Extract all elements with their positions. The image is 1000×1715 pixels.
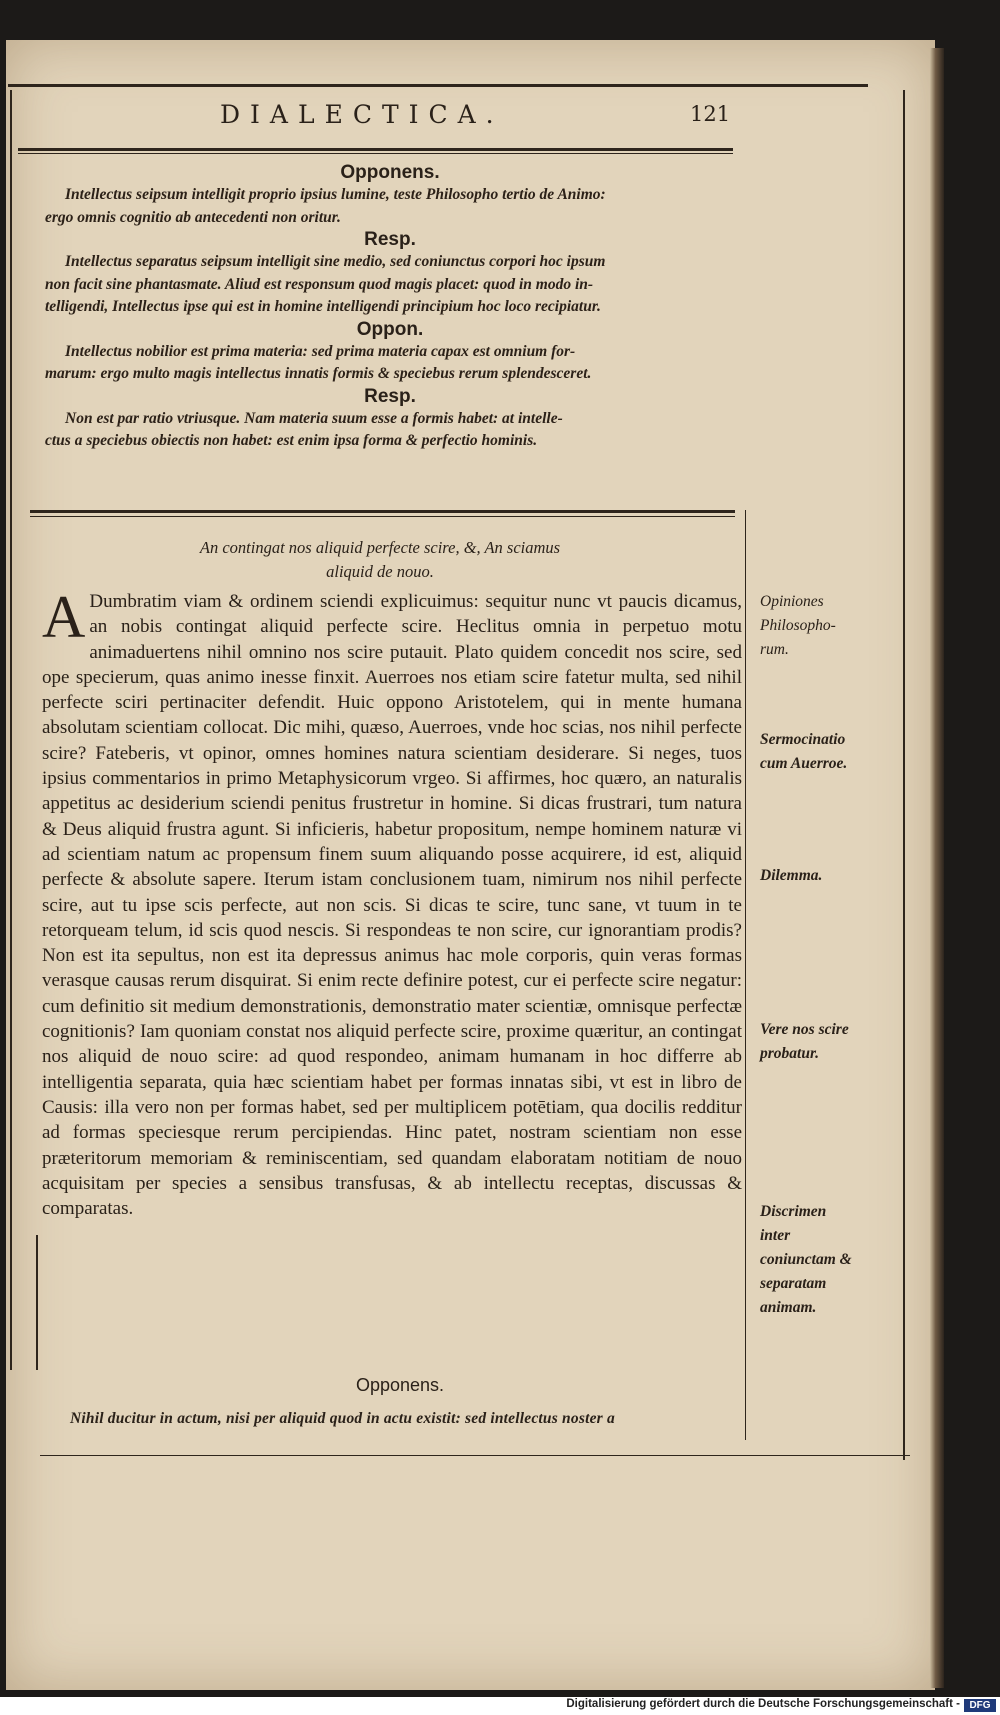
page-number: 121 [690,102,731,126]
section-heading: Resp. [364,385,416,407]
page-edge [930,48,944,1688]
text-line: ergo omnis cognitio ab antecedenti non oritur. [45,208,341,226]
text-line: Nihil ducitur in actum, nisi per aliquid quod in actu existit: sed intellectus noster a [70,1410,615,1427]
text-line: telligendi, Intellectus ipse qui est in homine intelligendi principium hoc loco recipiatur. [45,298,601,315]
top-block [45,162,735,453]
section-title [120,536,640,584]
header-rule [18,148,733,151]
digitization-credit: Digitalisierung gefördert durch die Deutsche Forschungsgemeinschaft - [566,1698,960,1710]
left-margin-rule [10,90,12,1370]
text-line: ctus a speciebus obiectis non habet: est enim ipsa forma & perfectio hominis. [45,432,538,449]
section-title-line: aliquid de nouo. [326,562,434,581]
text-line: non facit sine phantasmate. Aliud est responsum quod magis placet: quod in modo in- [45,275,594,293]
top-rule [8,84,868,87]
text-line: marum: ergo multo magis intellectus innatis formis & speciebus rerum splendesceret. [45,365,592,382]
dfg-logo-icon: DFG [964,1699,996,1712]
text-line: Intellectus nobilior est prima materia: sed prima materia capax est omnium for- [65,342,576,360]
text-line: Intellectus seipsum intelligit proprio ipsius lumine, teste Philosopho tertio de Animo: [65,186,606,203]
bottom-rule [40,1455,910,1456]
text-line: Non est par ratio vtriusque. Nam materia suum esse a formis habet: at intelle- [65,409,563,427]
marginal-note: Discrimen inter coniunctam & separatam animam. [760,1203,852,1316]
section-heading: Opponens. [340,162,440,183]
right-column-rule [745,510,746,1440]
section-divider-thin [30,516,735,517]
marginal-note: Dilemma. [760,867,823,884]
header-rule-thin [18,153,733,154]
running-head: DIALECTICA. [220,100,504,129]
text-line: Intellectus separatus seipsum intelligit sine medio, sed coniunctus corpori hoc ipsum [65,253,606,270]
marginal-note: Vere nos scire probatur. [760,1021,849,1062]
section-divider [30,510,735,513]
marginal-note: Opiniones Philosopho-rum. [760,593,836,658]
main-text: Dumbratim viam & ordinem sciendi explicuimus: sequitur nunc vt paucis dicamus, an nobis contingat aliquid perfecte scire. Heclitus omnia in perpetuo motu animaduertens nihil omnino nos scire putauit. Plato quidem concedit nos scire, sed ope specierum, quas animo inesse finxit. Auerroes nos etiam scire fatetur multa, sed nihil perfecte sciri pertinaciter defendit. Huic oppono Aristotelem, qui in mente humana absolutam scientiam collocat. Dic mihi, quæso, Auerroes, vnde hoc scias, nos nihil perfecte scire? Fateberis, vt opinor, omnes homines natura scientiam desiderare. Si neges, tuos ipsius commentarios in primo Metaphysicorum vrgeo. Si affirmes, hoc quæro, an naturalis appetitus ac desiderium sciendi penitus frustretur in homine. Si dicas frustrari, tum natura & Deus aliquid frustra agunt. Si inficieris, habetur propositum, nempe hominem naturæ vi ad scientiam natum ac propensum finem suum aliquando posse acquirere, id est, aliquid perfecte & absolute sapere. Iterum istam conclusionem tuam, nimirum nos nihil perfecte scire, aut tu ipse scis perfecte, aut non scis. Si dicas te scire, tunc sane, vt tuum in te retorqueam telum, id scis quod nescis. Si respondeas te non scire, cur ignorantiam prodis? Non est ita sepultus, non est ita depressus animus hac mole corporis, quin veras formas verasque causas rerum disquirat. Si enim recte definire potest, cur ei perfecte scire negatur: cum definitio sit medium demonstrationis, demonstratio mater scientiæ, omnisque perfectæ cognitionis? Iam quoniam constat nos aliquid perfecte scire, proxime quæritur, an contingat nos aliquid de nouo scire: ad quod respondeo, animam humanam in hoc differre ab intelligentia separata, quia hæc scientiam habet per formas innatas sibi, vt est in libro de Causis: illa vero non per formas habet, sed per multiplicem potētiam, qua docilis redditur ad formas speciesque rerum percipiendas. Hinc patet, nostram scientiam non esse præteritorum memoriam & reminiscentiam, sed quandam elaboratam notitiam de nouo acquisitam per species a sensibus transfusas, & ab intellectu receptas, discussas & comparatas. [42,591,742,1220]
section-heading: Oppon. [356,318,424,340]
main-paragraph [42,584,742,1221]
section-heading: Opponens. [355,1375,445,1395]
outer-right-rule [903,90,905,1460]
section-title-line: An contingat nos aliquid perfecte scire, &, An sciamus [199,538,561,557]
drop-cap: A [42,584,86,650]
section-heading: Resp. [364,229,416,250]
marginal-note: Sermocinatio cum Auerroe. [760,731,848,772]
left-bracket [36,1235,38,1370]
